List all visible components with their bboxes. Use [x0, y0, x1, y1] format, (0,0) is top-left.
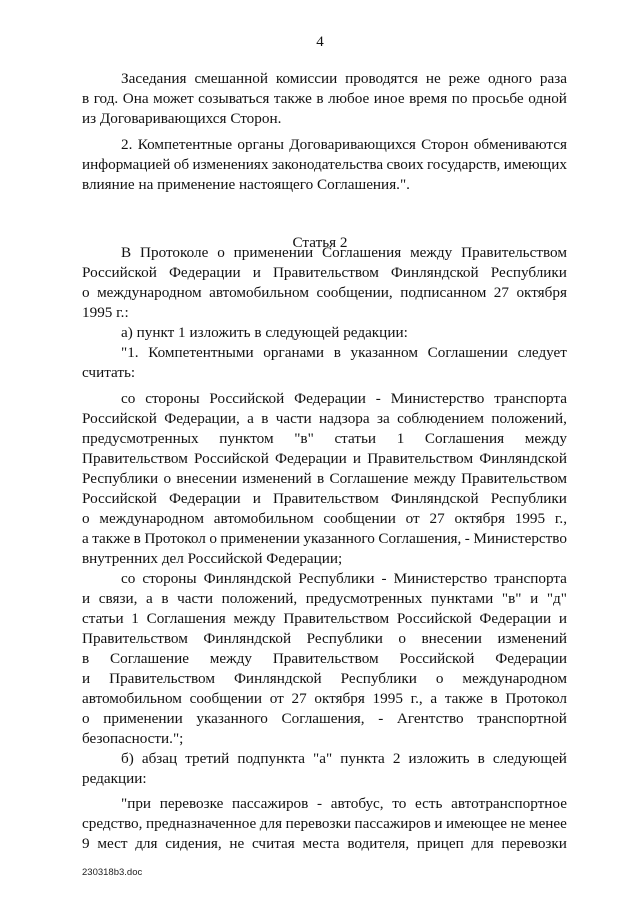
text-line: в Соглашение между Правительством Российской Федерации [82, 650, 567, 667]
page-number: 4 [316, 34, 324, 50]
text-line: и Правительством Финляндской Республики о международном [82, 670, 567, 687]
text-line: Заседания смешанной комиссии проводятся не реже одного раза [121, 70, 567, 87]
text-line: В Протоколе о применении Соглашения между Правительством [121, 244, 567, 261]
text-line: 2. Компетентные органы Договаривающихся Сторон обмениваются [121, 136, 567, 153]
text-line: а) пункт 1 изложить в следующей редакции: [121, 324, 408, 341]
text-line: автомобильном сообщении от 27 октября 1995 г., а также в Протокол [82, 690, 567, 707]
file-name-footer: 230318b3.doc [82, 867, 143, 878]
text-line: в год. Она может созываться также в любое иное время по просьбе одной [82, 90, 567, 107]
text-line: средство, предназначенное для перевозки пассажиров и имеющее не менее [82, 815, 567, 832]
text-line: о международном автомобильном сообщении от 27 октября 1995 г., [82, 510, 567, 527]
text-line: предусмотренных пунктом "в" статьи 1 Соглашения между [82, 430, 567, 447]
text-line: 9 мест для сидения, не считая места водителя, прицеп для перевозки [82, 835, 567, 852]
text-line: а также в Протокол о применении указанного Соглашения, - Министерство [82, 530, 567, 547]
text-line: внутренних дел Российской Федерации; [82, 550, 343, 567]
text-line: Российской Федерации и Правительством Финляндской Республики [82, 264, 567, 281]
text-line: о применении указанного Соглашения, - Агентство транспортной [82, 710, 567, 727]
text-line: Республики о внесении изменений в Соглашение между Правительством [82, 470, 567, 487]
text-line: Правительством Финляндской Республики о внесении изменений [82, 630, 567, 647]
text-line: "1. Компетентными органами в указанном Соглашении следует [121, 344, 567, 361]
text-line: б) абзац третий подпункта "а" пункта 2 изложить в следующей [121, 750, 567, 767]
text-line: безопасности."; [82, 730, 184, 747]
text-line: со стороны Финляндской Республики - Министерство транспорта [121, 570, 567, 587]
article-heading: Статья 2 [292, 234, 348, 251]
text-line: Правительством Российской Федерации и Правительством Финляндской [82, 450, 567, 467]
text-line: 1995 г.: [82, 304, 129, 321]
text-line: Российской Федерации и Правительством Финляндской Республики [82, 490, 567, 507]
text-line: из Договаривающихся Сторон. [82, 110, 282, 127]
text-line: редакции: [82, 770, 147, 787]
text-line: влияние на применение настоящего Соглашения.". [82, 176, 410, 193]
text-line: информацией об изменениях законодательства своих государств, имеющих [82, 156, 567, 173]
text-line: о международном автомобильном сообщении, подписанном 27 октября [82, 284, 567, 301]
text-line: статьи 1 Соглашения между Правительством Российской Федерации и [82, 610, 567, 627]
text-line: Российской Федерации, а в части надзора за соблюдением положений, [82, 410, 567, 427]
text-line: и связи, а в части положений, предусмотренных пунктами "в" и "д" [82, 590, 567, 607]
text-line: со стороны Российской Федерации - Министерство транспорта [121, 390, 567, 407]
text-line: "при перевозке пассажиров - автобус, то есть автотранспортное [121, 795, 567, 812]
text-line: считать: [82, 364, 136, 381]
